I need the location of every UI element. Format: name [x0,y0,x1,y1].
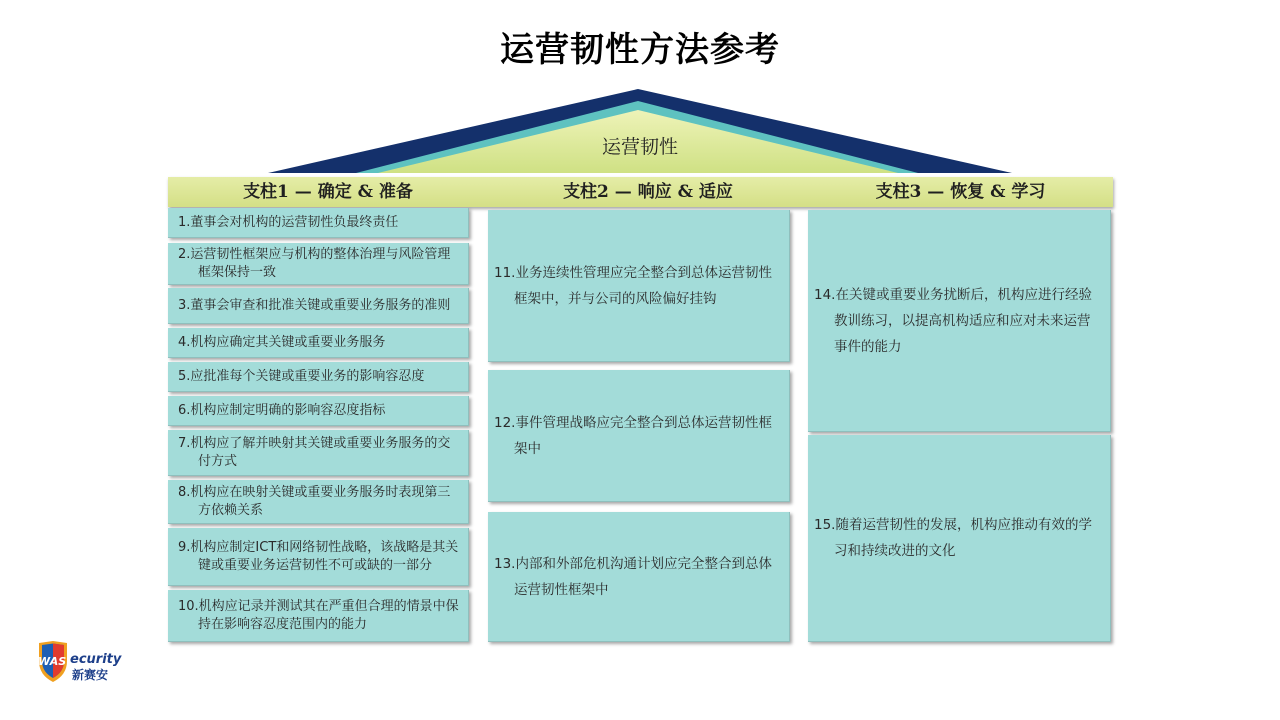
pillar-1-item-text: 1.董事会对机构的运营韧性负最终责任 [178,214,399,230]
pillar-1-item [168,528,469,586]
pillar-3-item-text: 14.在关键或重要业务扰断后，机构应进行经验教训练习，以提高机构适应和应对未来运营事件的能力 [814,286,1092,355]
shield-icon [36,641,136,685]
pillar-1-item-text: 4.机构应确定其关键或重要业务服务 [178,334,386,350]
pillar-2-item-text: 11.业务连续性管理应完全整合到总体运营韧性框架中，并与公司的风险偏好挂钩 [494,264,772,307]
pillar-1-item-text: 2.运营韧性框架应与机构的整体治理与风险管理框架保持一致 [178,246,451,280]
pillar-3-item [808,210,1111,432]
pillar-1-item-text: 5.应批准每个关键或重要业务的影响容忍度 [178,368,425,384]
pillar-1-item-text: 10.机构应记录并测试其在严重但合理的情景中保持在影响容忍度范围内的能力 [178,598,459,632]
pillar-1-item [168,396,469,426]
pillar-1-item-text: 9.机构应制定ICT和网络韧性战略，该战略是其关键或重要业务运营韧性不可或缺的一部分 [178,539,459,573]
roof-label: 运营韧性 [601,136,678,158]
company-logo [36,641,136,685]
pillar-1-item-text: 7.机构应了解并映射其关键或重要业务服务的交付方式 [178,435,451,469]
pillar-2-item-text: 12.事件管理战略应完全整合到总体运营韧性框架中 [494,414,772,457]
pillar-3-title: 支柱3 — 恢复 & 学习 [875,182,1046,202]
pillar-2-item [488,210,790,362]
pillar-1-item [168,208,469,238]
pillar-1-item-text: 3.董事会审查和批准关键或重要业务服务的准则 [178,297,451,313]
pillar-2-item-text: 13.内部和外部危机沟通计划应完全整合到总体运营韧性框架中 [494,555,772,598]
pillar-header-beam [168,177,1113,207]
logo-security-text: ecurity [70,652,122,667]
pillar-1-item-text: 6.机构应制定明确的影响容忍度指标 [178,402,386,418]
pillar-1-item [168,430,469,476]
pillar-1-item [168,480,469,524]
pillar-1-title: 支柱1 — 确定 & 准备 [243,182,413,202]
pillar-1-item-text: 8.机构应在映射关键或重要业务服务时表现第三方依赖关系 [178,484,451,518]
logo-was-text: WAS [38,655,67,668]
page-title: 运营韧性方法参考 [500,30,780,70]
pillar-1-item [168,243,469,285]
pillar-2-title: 支柱2 — 响应 & 适应 [563,182,733,202]
pillar-1-item [168,590,469,642]
pillar-2-item [488,370,790,502]
pillar-1-item [168,328,469,358]
pillar-1-item [168,288,469,324]
roof-graphic [0,0,1280,200]
logo-chinese-text: 新赛安 [72,668,109,682]
pillar-3-item [808,435,1111,642]
pillar-1-item [168,362,469,392]
pillar-2-item [488,512,790,642]
pillar-3-item-text: 15.随着运营韧性的发展，机构应推动有效的学习和持续改进的文化 [814,517,1092,559]
